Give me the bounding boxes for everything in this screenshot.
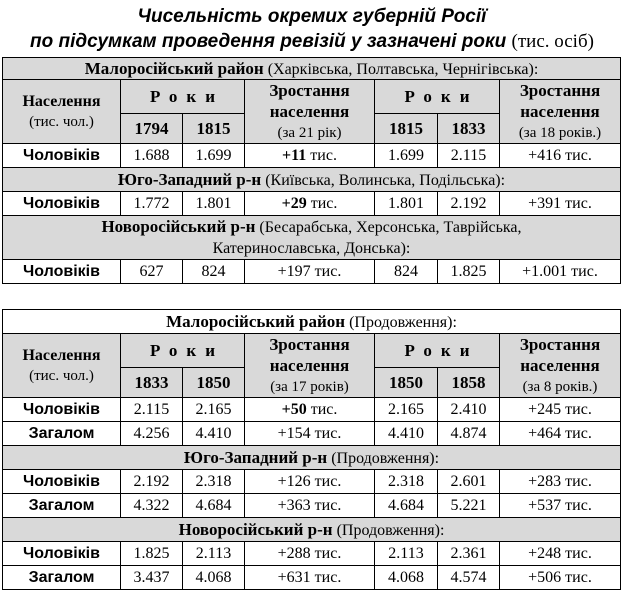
year-cell: 1815 <box>375 114 438 144</box>
value-cell: 3.437 <box>121 566 183 590</box>
table-row <box>3 260 621 284</box>
growth-cell: +248 тис. <box>500 542 621 566</box>
population-unit: (тис. чол.) <box>29 367 94 384</box>
title-unit: (тис. осіб) <box>511 31 594 52</box>
region-note: (Київська, Волинська, Подільська): <box>265 171 506 189</box>
years-header: Роки <box>375 334 500 368</box>
growth-cell: +631 тис. <box>245 566 375 590</box>
growth-cell <box>245 144 375 168</box>
growth-period: (за 21 рік) <box>277 124 342 141</box>
table-row <box>3 470 621 494</box>
value-cell: 4.684 <box>183 494 245 518</box>
growth-cell: +391 тис. <box>500 192 621 216</box>
growth-cell: +1.001 тис. <box>500 260 621 284</box>
row-label: Чоловіків <box>3 144 121 168</box>
value-cell: 2.165 <box>183 398 245 422</box>
value-cell: 2.115 <box>121 398 183 422</box>
value-cell: 2.113 <box>183 542 245 566</box>
region-note: (Продовження): <box>331 449 440 467</box>
years-header: Роки <box>375 80 500 114</box>
growth-value: +11 <box>282 147 307 164</box>
year-cell: 1833 <box>438 114 500 144</box>
growth-unit: тис. <box>310 195 338 212</box>
region-name: Новоросійський р-н <box>101 217 256 236</box>
title-line-2 <box>0 31 624 53</box>
region-note: (Продовження): <box>336 521 445 539</box>
growth-period: (за 8 років.) <box>522 378 598 395</box>
population-label: Населення <box>22 346 101 364</box>
value-cell: 4.068 <box>183 566 245 590</box>
value-cell: 1.688 <box>121 144 183 168</box>
value-cell: 2.165 <box>375 398 438 422</box>
region-header <box>3 446 621 470</box>
growth-cell: +288 тис. <box>245 542 375 566</box>
row-label: Чоловіків <box>3 260 121 284</box>
value-cell: 4.574 <box>438 566 500 590</box>
census-table-2 <box>2 309 621 590</box>
growth-cell: +197 тис. <box>245 260 375 284</box>
row-label: Загалом <box>3 494 121 518</box>
value-cell: 824 <box>375 260 438 284</box>
growth-value: +29 <box>281 195 307 212</box>
value-cell: 2.192 <box>121 470 183 494</box>
region-header <box>3 58 621 80</box>
value-cell: 4.256 <box>121 422 183 446</box>
growth-header <box>500 80 621 144</box>
growth-cell: +537 тис. <box>500 494 621 518</box>
value-cell: 5.221 <box>438 494 500 518</box>
year-cell: 1850 <box>183 368 245 398</box>
value-cell: 2.318 <box>375 470 438 494</box>
region-note: (Харківська, Полтавська, Чернігівська): <box>267 60 539 78</box>
row-label: Чоловіків <box>3 542 121 566</box>
growth-unit: тис. <box>310 401 338 418</box>
years-header: Роки <box>121 80 245 114</box>
table-row <box>3 494 621 518</box>
years-header: Роки <box>121 334 245 368</box>
year-cell: 1794 <box>121 114 183 144</box>
value-cell: 1.825 <box>438 260 500 284</box>
row-label: Чоловіків <box>3 398 121 422</box>
region-name: Юго-Западний р-н <box>183 447 328 467</box>
growth-cell: +464 тис. <box>500 422 621 446</box>
growth-label: Зростання населення <box>269 80 350 121</box>
population-header <box>3 334 121 398</box>
census-table-1 <box>2 57 621 284</box>
value-cell: 2.318 <box>183 470 245 494</box>
value-cell: 1.699 <box>183 144 245 168</box>
value-cell: 2.410 <box>438 398 500 422</box>
region-name: Малоросійський район <box>84 58 264 78</box>
value-cell: 1.825 <box>121 542 183 566</box>
growth-label: Зростання населення <box>269 334 350 375</box>
title-line-2-text: по підсумкам проведення ревізій у зазначені роки <box>30 31 507 52</box>
growth-header <box>245 334 375 398</box>
growth-header <box>245 80 375 144</box>
growth-period: (за 18 років.) <box>518 124 602 141</box>
value-cell: 4.410 <box>183 422 245 446</box>
region-note: (Бесарабська, Херсонська, Таврійська, <box>259 219 522 236</box>
value-cell: 824 <box>183 260 245 284</box>
population-unit: (тис. чол.) <box>29 113 94 130</box>
growth-cell: +245 тис. <box>500 398 621 422</box>
table-row <box>3 398 621 422</box>
table-row <box>3 542 621 566</box>
value-cell: 2.192 <box>438 192 500 216</box>
table-row <box>3 422 621 446</box>
growth-value: +50 <box>281 401 307 418</box>
value-cell: 2.361 <box>438 542 500 566</box>
growth-cell <box>245 192 375 216</box>
year-cell: 1815 <box>183 114 245 144</box>
value-cell: 2.601 <box>438 470 500 494</box>
region-header <box>3 216 621 260</box>
value-cell: 2.115 <box>438 144 500 168</box>
region-header <box>3 168 621 192</box>
region-header <box>3 518 621 542</box>
value-cell: 4.068 <box>375 566 438 590</box>
growth-unit: тис. <box>310 147 337 164</box>
growth-label: Зростання населення <box>519 334 601 375</box>
population-header <box>3 80 121 144</box>
region-note: Катеринославська, Донська): <box>212 240 411 257</box>
growth-label: Зростання населення <box>519 80 601 121</box>
growth-cell: +283 тис. <box>500 470 621 494</box>
growth-cell: +506 тис. <box>500 566 621 590</box>
region-name: Юго-Западний р-н <box>117 169 262 189</box>
growth-cell: +363 тис. <box>245 494 375 518</box>
growth-cell <box>245 398 375 422</box>
table-row <box>3 144 621 168</box>
population-label: Населення <box>22 92 101 110</box>
value-cell: 4.684 <box>375 494 438 518</box>
title-line-1: Чисельність окремих губерній Росії <box>137 6 487 27</box>
table-row <box>3 192 621 216</box>
year-cell: 1850 <box>375 368 438 398</box>
value-cell: 1.772 <box>121 192 183 216</box>
year-cell: 1858 <box>438 368 500 398</box>
growth-period: (за 17 років) <box>270 378 349 395</box>
region-name: Малоросійський район <box>166 311 346 331</box>
value-cell: 1.801 <box>183 192 245 216</box>
row-label: Чоловіків <box>3 192 121 216</box>
value-cell: 2.113 <box>375 542 438 566</box>
row-label: Загалом <box>3 566 121 590</box>
row-label: Загалом <box>3 422 121 446</box>
value-cell: 4.322 <box>121 494 183 518</box>
growth-header <box>500 334 621 398</box>
growth-cell: +126 тис. <box>245 470 375 494</box>
region-name: Новоросійський р-н <box>178 519 333 539</box>
growth-cell: +416 тис. <box>500 144 621 168</box>
value-cell: 1.801 <box>375 192 438 216</box>
value-cell: 4.410 <box>375 422 438 446</box>
row-label: Чоловіків <box>3 470 121 494</box>
region-header <box>3 310 621 334</box>
year-cell: 1833 <box>121 368 183 398</box>
value-cell: 627 <box>121 260 183 284</box>
value-cell: 4.874 <box>438 422 500 446</box>
table-row <box>3 566 621 590</box>
region-note: (Продовження): <box>349 313 457 331</box>
growth-cell: +154 тис. <box>245 422 375 446</box>
value-cell: 1.699 <box>375 144 438 168</box>
